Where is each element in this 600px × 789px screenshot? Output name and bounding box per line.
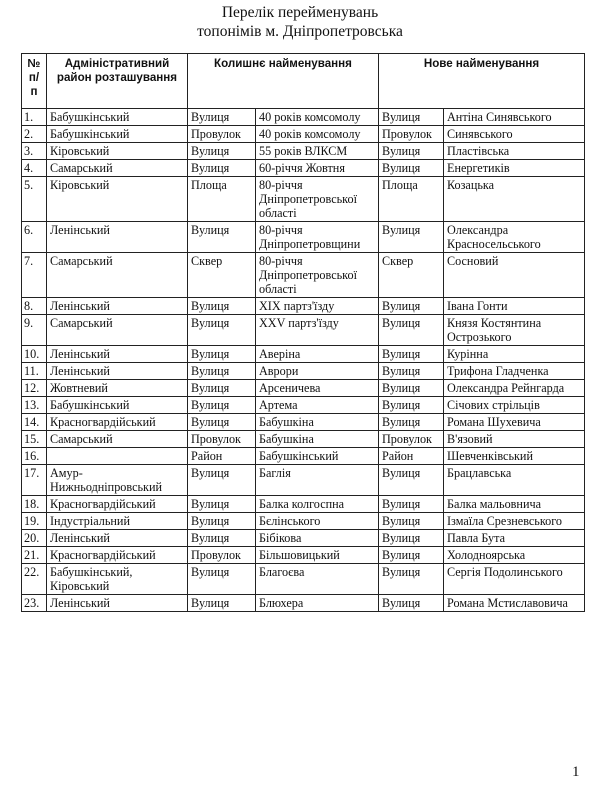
row-district: Кіровський (47, 143, 188, 160)
title-line-2: топонімів м. Дніпропетровська (197, 23, 403, 40)
row-former-name: 80-річчя Дніпропетровщини (256, 222, 379, 253)
row-former-type: Район (188, 448, 256, 465)
table-row (22, 380, 585, 397)
row-former-name: 80-річчя Дніпропетровської області (256, 177, 379, 222)
table-row (22, 513, 585, 530)
row-former-name: 55 років ВЛКСМ (256, 143, 379, 160)
row-number: 11. (22, 363, 47, 380)
row-district: Бабушкінський (47, 109, 188, 126)
row-new-type: Провулок (379, 126, 444, 143)
row-former-type: Сквер (188, 253, 256, 298)
table-row (22, 177, 585, 222)
row-former-type: Провулок (188, 431, 256, 448)
row-district: Кіровський (47, 177, 188, 222)
row-new-type: Вулиця (379, 298, 444, 315)
table-row (22, 564, 585, 595)
row-new-name: Брацлавська (444, 465, 585, 496)
row-former-type: Вулиця (188, 530, 256, 547)
row-new-type: Площа (379, 177, 444, 222)
row-district: Ленінський (47, 298, 188, 315)
row-district: Самарський (47, 315, 188, 346)
table-row (22, 397, 585, 414)
row-former-name: XIX партз'їзду (256, 298, 379, 315)
row-district: Ленінський (47, 363, 188, 380)
table-row (22, 431, 585, 448)
table-row (22, 160, 585, 177)
row-new-type: Вулиця (379, 547, 444, 564)
row-district: Ленінський (47, 346, 188, 363)
row-district: Ленінський (47, 595, 188, 612)
row-new-name: Івана Гонти (444, 298, 585, 315)
row-number: 14. (22, 414, 47, 431)
row-new-type: Вулиця (379, 160, 444, 177)
row-number: 8. (22, 298, 47, 315)
row-former-type: Вулиця (188, 143, 256, 160)
row-new-name: Синявського (444, 126, 585, 143)
row-former-type: Провулок (188, 126, 256, 143)
row-number: 15. (22, 431, 47, 448)
row-new-type: Вулиця (379, 595, 444, 612)
table-row (22, 465, 585, 496)
row-district: Самарський (47, 160, 188, 177)
row-former-name: Бабушкіна (256, 431, 379, 448)
row-new-type: Вулиця (379, 363, 444, 380)
row-new-type: Вулиця (379, 109, 444, 126)
row-district: Бабушкінський, Кіровський (47, 564, 188, 595)
row-former-type: Вулиця (188, 564, 256, 595)
row-number: 18. (22, 496, 47, 513)
row-former-name: Аверіна (256, 346, 379, 363)
row-number: 5. (22, 177, 47, 222)
table-row (22, 496, 585, 513)
row-former-name: Бєлінського (256, 513, 379, 530)
row-former-name: 40 років комсомолу (256, 109, 379, 126)
row-former-name: 60-річчя Жовтня (256, 160, 379, 177)
row-district: Самарський (47, 431, 188, 448)
row-former-name: Балка колгоспна (256, 496, 379, 513)
row-number: 17. (22, 465, 47, 496)
row-former-type: Вулиця (188, 513, 256, 530)
row-district (47, 448, 188, 465)
row-new-name: Балка мальовнича (444, 496, 585, 513)
row-new-name: Ізмаїла Срезневського (444, 513, 585, 530)
row-number: 10. (22, 346, 47, 363)
row-former-name: Арсеничева (256, 380, 379, 397)
row-new-type: Провулок (379, 431, 444, 448)
title-line-1: Перелік перейменувань (221, 4, 379, 21)
row-district: Жовтневий (47, 380, 188, 397)
row-former-name: Бабушкіна (256, 414, 379, 431)
row-former-type: Площа (188, 177, 256, 222)
row-former-type: Вулиця (188, 397, 256, 414)
row-number: 12. (22, 380, 47, 397)
table-row (22, 143, 585, 160)
row-former-name: Бібікова (256, 530, 379, 547)
table-row (22, 222, 585, 253)
row-number: 13. (22, 397, 47, 414)
row-new-type: Вулиця (379, 346, 444, 363)
header-new-name: Нове найменування (379, 54, 585, 109)
table-row (22, 595, 585, 612)
row-new-type: Сквер (379, 253, 444, 298)
row-new-name: Олександра Рейнгарда (444, 380, 585, 397)
row-former-type: Вулиця (188, 465, 256, 496)
row-district: Красногвардійський (47, 414, 188, 431)
row-former-name: Більшовицький (256, 547, 379, 564)
row-new-name: Козацька (444, 177, 585, 222)
row-new-type: Вулиця (379, 414, 444, 431)
row-new-name: Романа Шухевича (444, 414, 585, 431)
row-new-name: Сергія Подолинського (444, 564, 585, 595)
row-former-type: Вулиця (188, 160, 256, 177)
row-new-type: Вулиця (379, 465, 444, 496)
row-former-name: Бабушкінський (256, 448, 379, 465)
header-former-name: Колишнє найменування (188, 54, 379, 109)
row-number: 19. (22, 513, 47, 530)
row-district: Індустріальний (47, 513, 188, 530)
row-former-type: Вулиця (188, 414, 256, 431)
row-new-name: Пластівська (444, 143, 585, 160)
row-number: 3. (22, 143, 47, 160)
table-row (22, 109, 585, 126)
row-former-type: Провулок (188, 547, 256, 564)
row-new-name: Князя Костянтина Острозького (444, 315, 585, 346)
row-new-type: Вулиця (379, 397, 444, 414)
row-number: 21. (22, 547, 47, 564)
row-district: Красногвардійський (47, 496, 188, 513)
row-former-type: Вулиця (188, 315, 256, 346)
row-new-name: Холодноярська (444, 547, 585, 564)
renaming-table (21, 53, 585, 612)
table-row (22, 346, 585, 363)
table-row (22, 298, 585, 315)
table-header-row (22, 54, 585, 109)
row-new-name: Олександра Красносельського (444, 222, 585, 253)
row-new-type: Вулиця (379, 143, 444, 160)
row-number: 9. (22, 315, 47, 346)
document-title (0, 3, 600, 41)
row-number: 1. (22, 109, 47, 126)
table-row (22, 530, 585, 547)
row-new-type: Вулиця (379, 380, 444, 397)
row-new-type: Район (379, 448, 444, 465)
row-former-type: Вулиця (188, 298, 256, 315)
table-row (22, 315, 585, 346)
row-district: Самарський (47, 253, 188, 298)
row-former-type: Вулиця (188, 380, 256, 397)
row-number: 22. (22, 564, 47, 595)
row-new-name: Романа Мстиславовича (444, 595, 585, 612)
row-new-type: Вулиця (379, 222, 444, 253)
row-number: 4. (22, 160, 47, 177)
row-number: 20. (22, 530, 47, 547)
header-number: № п/ п (22, 54, 47, 109)
row-former-type: Вулиця (188, 109, 256, 126)
row-former-type: Вулиця (188, 222, 256, 253)
row-district: Бабушкінський (47, 126, 188, 143)
table-row (22, 126, 585, 143)
row-former-name: Благоєва (256, 564, 379, 595)
row-former-type: Вулиця (188, 346, 256, 363)
row-new-name: Шевченківський (444, 448, 585, 465)
row-new-type: Вулиця (379, 496, 444, 513)
row-number: 23. (22, 595, 47, 612)
row-former-type: Вулиця (188, 496, 256, 513)
row-former-type: Вулиця (188, 595, 256, 612)
row-district: Красногвардійський (47, 547, 188, 564)
row-new-type: Вулиця (379, 530, 444, 547)
row-new-name: Трифона Гладченка (444, 363, 585, 380)
row-new-type: Вулиця (379, 564, 444, 595)
table-body (22, 109, 585, 612)
row-new-name: Енергетиків (444, 160, 585, 177)
row-new-name: Курінна (444, 346, 585, 363)
row-new-type: Вулиця (379, 315, 444, 346)
row-former-name: Артема (256, 397, 379, 414)
row-former-name: Баглія (256, 465, 379, 496)
row-former-name: 80-річчя Дніпропетровської області (256, 253, 379, 298)
row-new-name: Сосновий (444, 253, 585, 298)
row-number: 6. (22, 222, 47, 253)
table-row (22, 363, 585, 380)
row-number: 7. (22, 253, 47, 298)
row-former-name: XXV партз'їзду (256, 315, 379, 346)
table-row (22, 448, 585, 465)
row-new-name: Антіна Синявського (444, 109, 585, 126)
row-district: Амур-Нижньодніпровський (47, 465, 188, 496)
row-number: 2. (22, 126, 47, 143)
header-district: Адміністративний район розташування (47, 54, 188, 109)
row-former-name: Блюхера (256, 595, 379, 612)
row-number: 16. (22, 448, 47, 465)
row-district: Ленінський (47, 530, 188, 547)
row-new-name: Павла Бута (444, 530, 585, 547)
row-former-name: 40 років комсомолу (256, 126, 379, 143)
row-district: Ленінський (47, 222, 188, 253)
row-district: Бабушкінський (47, 397, 188, 414)
row-former-type: Вулиця (188, 363, 256, 380)
row-new-name: В'язовий (444, 431, 585, 448)
row-former-name: Аврори (256, 363, 379, 380)
table-row (22, 414, 585, 431)
row-new-type: Вулиця (379, 513, 444, 530)
table-row (22, 547, 585, 564)
row-new-name: Січових стрільців (444, 397, 585, 414)
page-number: 1 (572, 764, 580, 780)
table-row (22, 253, 585, 298)
